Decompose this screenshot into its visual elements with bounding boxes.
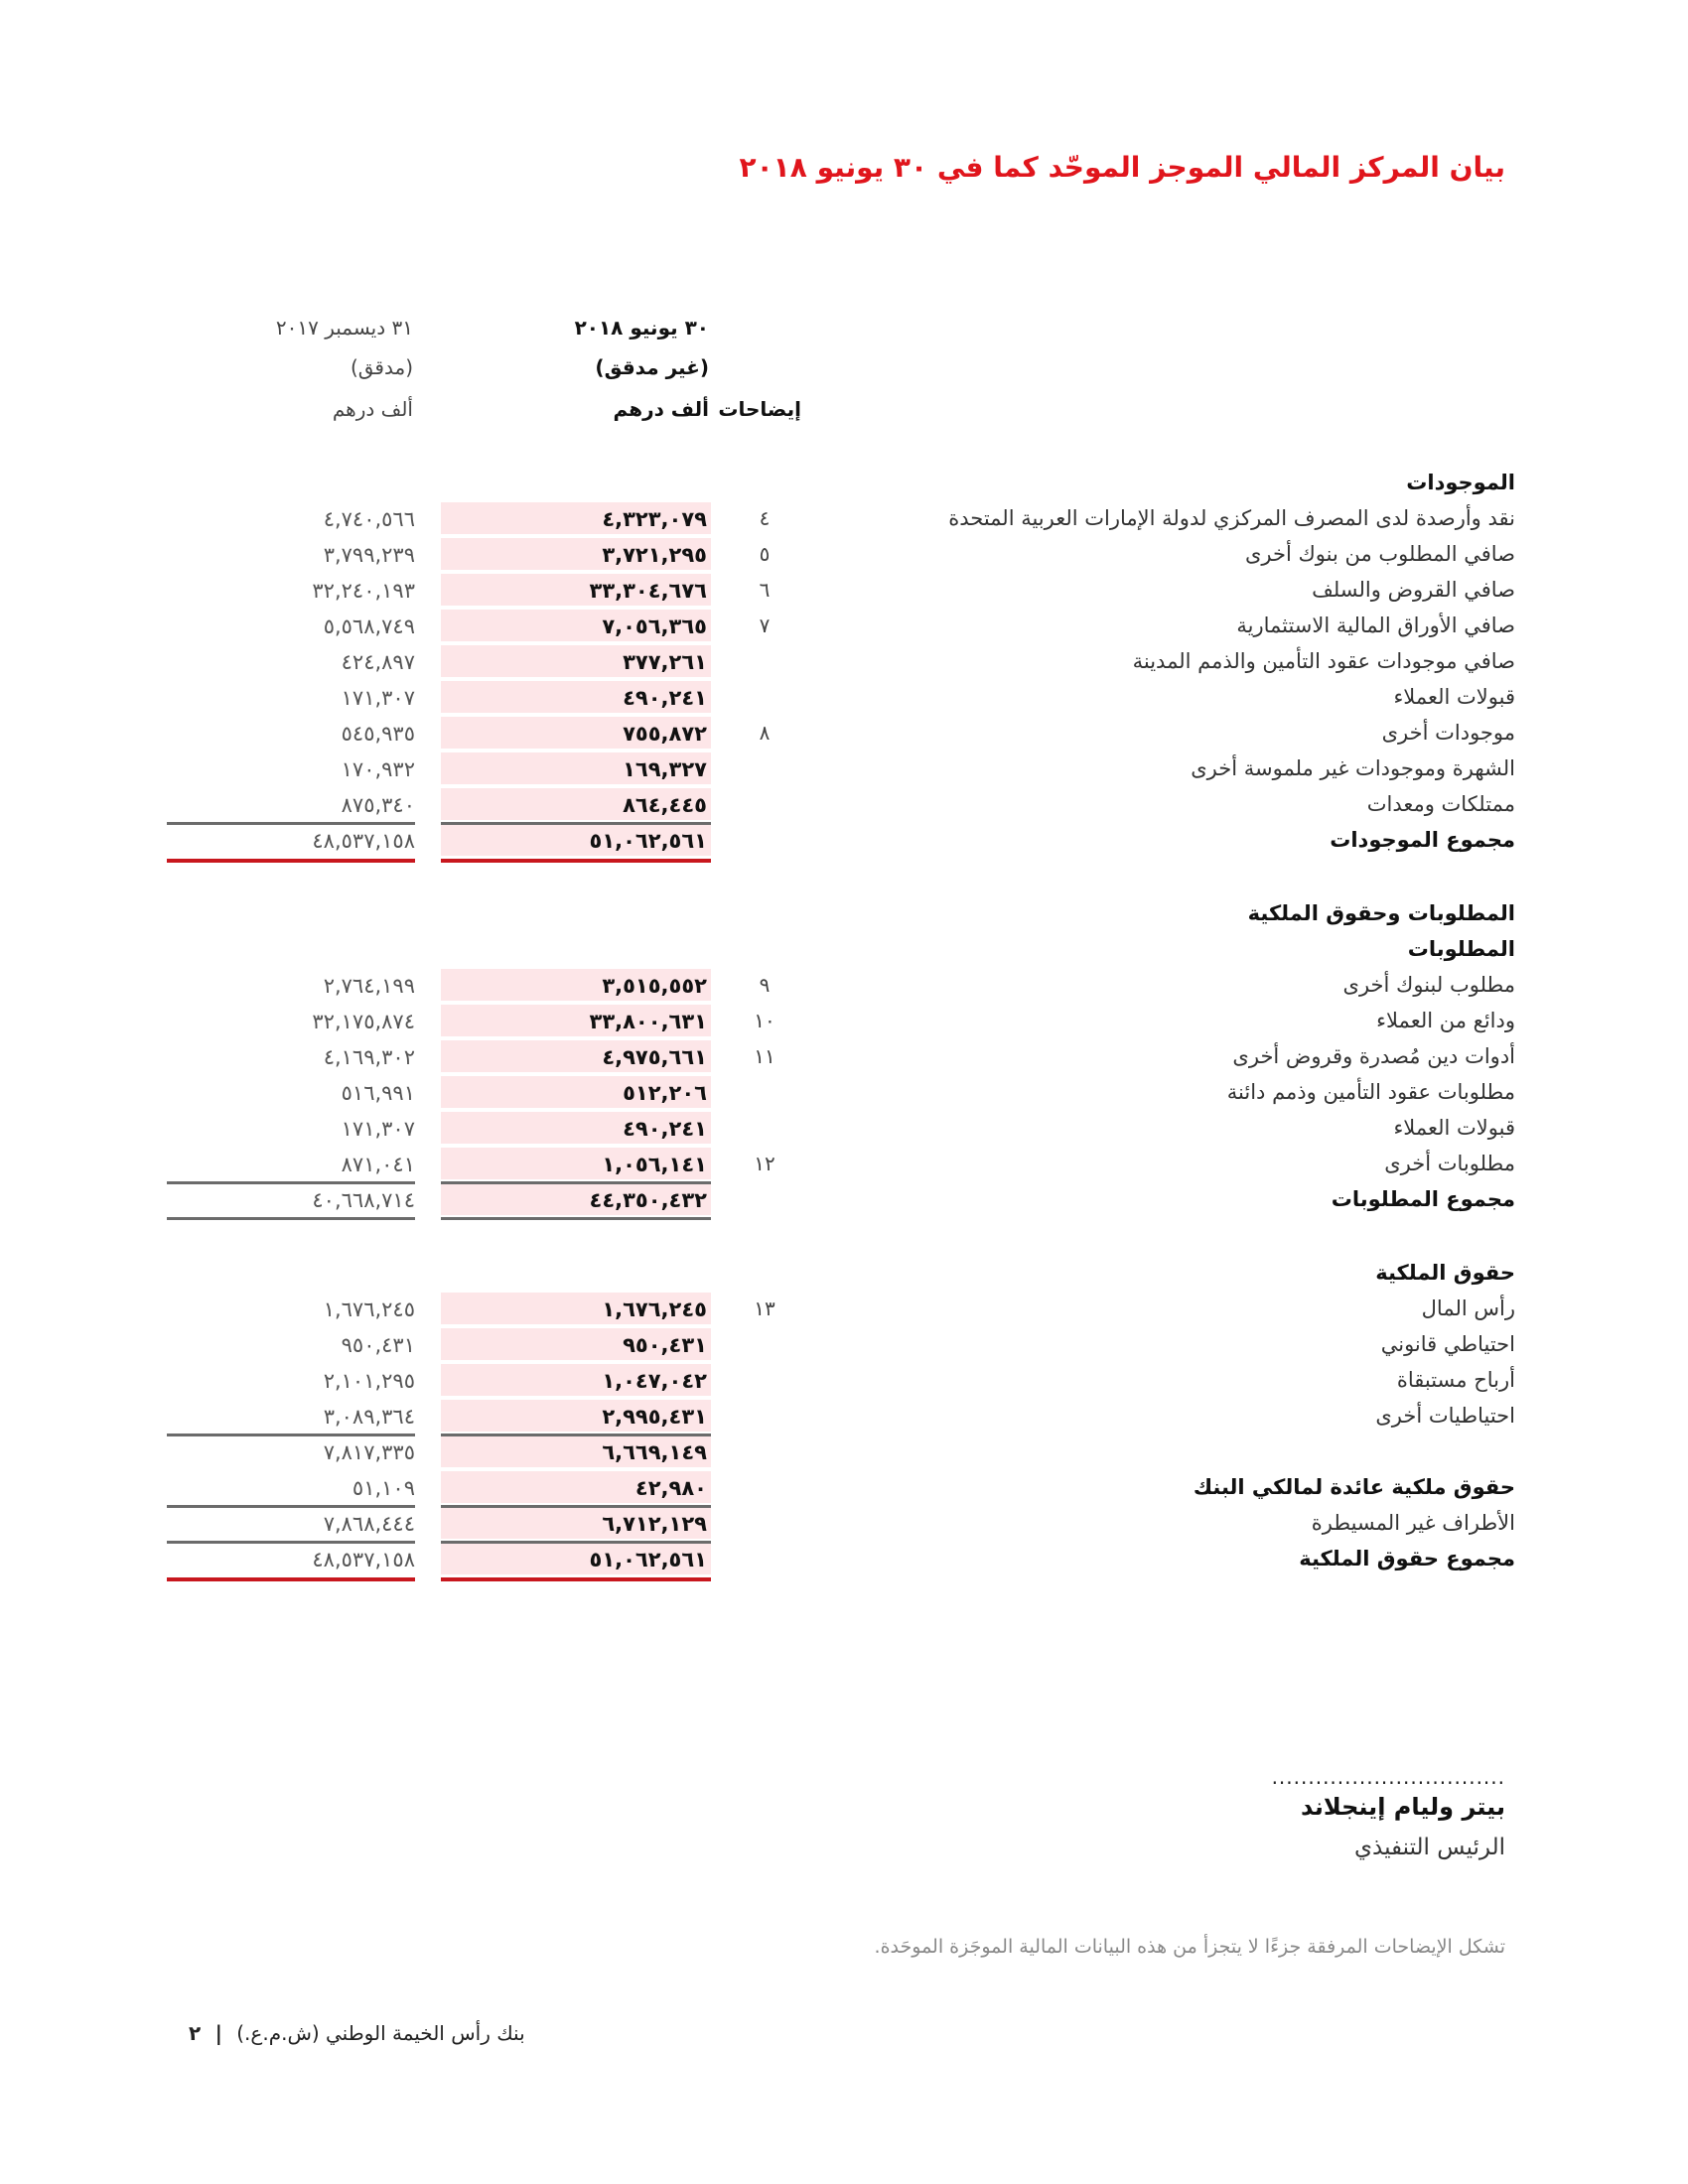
previous-value-cell: ١,٦٧٦,٢٤٥ [323,1297,415,1321]
current-value-cell: ٤٩٠,٢٤١ [441,1112,711,1144]
row-label: قبولات العملاء [1393,1116,1515,1140]
current-value-cell: ٩٥٠,٤٣١ [441,1328,711,1360]
current-value-cell: ٦,٧١٢,١٢٩ [441,1507,711,1539]
row-label: ممتلكات ومعدات [1366,792,1515,816]
row-label: مطلوبات عقود التأمين وذمم دائنة [1226,1080,1515,1104]
section-label: مجموع المطلوبات [1331,1187,1515,1211]
row-label: نقد وأرصدة لدى المصرف المركزي لدولة الإمارات العربية المتحدة [948,506,1515,530]
current-value-cell: ٥١,٠٦٢,٥٦١ [441,1543,711,1574]
previous-value-cell: ٤٢٤,٨٩٧ [341,650,415,674]
previous-value-cell: ١٧١,٣٠٧ [341,1117,415,1141]
row-label: أدوات دين مُصدرة وقروض أخرى [1232,1044,1515,1068]
note-ref: ١٣ [754,1297,775,1320]
page-title: بيان المركز المالي الموجز الموحّد كما في ٣٠ يونيو ٢٠١٨ [739,151,1505,184]
current-value-cell: ٧,٠٥٦,٣٦٥ [441,610,711,641]
previous-col-unit: ألف درهم [332,397,413,421]
total-double-rule [441,1577,711,1581]
previous-value-cell: ٣٢,٢٤٠,١٩٣ [312,579,415,603]
previous-value-cell: ٤٨,٥٣٧,١٥٨ [312,829,415,853]
current-value-cell: ٥١٢,٢٠٦ [441,1076,711,1108]
page-footer [189,2021,525,2045]
row-label: احتياطيات أخرى [1375,1404,1515,1428]
current-col-unit: ألف درهم [613,397,709,421]
current-value-cell: ٣,٧٢١,٢٩٥ [441,538,711,570]
current-value-cell: ١,٠٥٦,١٤١ [441,1148,711,1179]
note-ref: ١١ [754,1044,775,1068]
previous-value-cell: ٨٧٥,٣٤٠ [341,793,415,817]
note-ref: ٦ [759,578,771,602]
previous-value-cell: ٣,٧٩٩,٢٣٩ [323,543,415,567]
current-value-cell: ٨٦٤,٤٤٥ [441,788,711,820]
previous-col-date: ٣١ ديسمبر ٢٠١٧ [275,316,413,340]
row-label: رأس المال [1421,1297,1515,1320]
total-double-rule [167,859,415,863]
previous-value-cell: ٢,١٠١,٢٩٥ [323,1369,415,1393]
subtotal-rule [441,822,711,825]
previous-value-cell: ٥١,١٠٩ [352,1476,415,1500]
signatory-title: الرئيس التنفيذي [1354,1835,1505,1860]
current-value-cell: ٤,٩٧٥,٦٦١ [441,1040,711,1072]
previous-value-cell: ٧,٨١٧,٣٣٥ [323,1440,415,1464]
current-value-cell: ٢,٩٩٥,٤٣١ [441,1400,711,1432]
total-double-rule [167,1577,415,1581]
previous-value-cell: ٧,٨٦٨,٤٤٤ [323,1512,415,1536]
section-label: مجموع الموجودات [1330,828,1515,852]
current-value-cell: ١,٦٧٦,٢٤٥ [441,1293,711,1324]
subtotal-rule [167,1181,415,1184]
total-double-rule [441,859,711,863]
previous-col-status: (مدقق) [350,355,413,379]
subtotal-rule [441,1505,711,1508]
subtotal-rule [441,1541,711,1544]
previous-value-cell: ٥,٥٦٨,٧٤٩ [323,614,415,638]
note-ref: ٧ [759,614,771,637]
current-value-cell: ٣٧٧,٢٦١ [441,645,711,677]
current-value-cell: ٤٢,٩٨٠ [441,1471,711,1503]
row-label: مطلوب لبنوك أخرى [1342,973,1515,997]
row-label: قبولات العملاء [1393,685,1515,709]
notes-col-header: إيضاحات [718,397,801,421]
footer-bank-name: بنك رأس الخيمة الوطني (ش.م.ع.) [236,2021,525,2045]
previous-value-cell: ٤,١٦٩,٣٠٢ [323,1045,415,1069]
note-ref: ٤ [759,506,771,530]
note-ref: ١٠ [754,1009,775,1032]
row-label: صافي موجودات عقود التأمين والذمم المدينة [1132,649,1515,673]
row-label: مطلوبات أخرى [1384,1152,1515,1175]
current-value-cell: ٥١,٠٦٢,٥٦١ [441,824,711,856]
previous-value-cell: ٤٨,٥٣٧,١٥٨ [312,1548,415,1571]
subtotal-rule [441,1217,711,1220]
previous-value-cell: ٤٠,٦٦٨,٧١٤ [312,1188,415,1212]
section-label: المطلوبات وحقوق الملكية [1247,901,1515,925]
footnote: تشكل الإيضاحات المرفقة جزءًا لا يتجزأ من هذه البيانات المالية الموجَزة الموحَدة. [874,1936,1505,1958]
section-label: المطلوبات [1407,937,1515,961]
current-value-cell: ٣٣,٨٠٠,٦٣١ [441,1005,711,1036]
previous-value-cell: ٣٢,١٧٥,٨٧٤ [312,1010,415,1033]
note-ref: ١٢ [754,1152,775,1175]
row-label: الشهرة وموجودات غير ملموسة أخرى [1191,756,1515,780]
previous-value-cell: ٢,٧٦٤,١٩٩ [323,974,415,998]
footer-separator: | [214,2021,222,2045]
previous-value-cell: ٤,٧٤٠,٥٦٦ [323,507,415,531]
previous-value-cell: ٥١٦,٩٩١ [341,1081,415,1105]
current-value-cell: ١,٠٤٧,٠٤٢ [441,1364,711,1396]
current-value-cell: ٦,٦٦٩,١٤٩ [441,1435,711,1467]
signatory-name: بيتر وليام إينجلاند [1300,1793,1505,1821]
row-label: صافي القروض والسلف [1312,578,1515,602]
current-value-cell: ٤٤,٣٥٠,٤٣٢ [441,1183,711,1215]
subtotal-rule [441,1433,711,1436]
section-label: الموجودات [1406,471,1515,494]
current-value-cell: ١٦٩,٣٢٧ [441,752,711,784]
note-ref: ٨ [759,721,771,745]
current-value-cell: ٤,٣٢٣,٠٧٩ [441,502,711,534]
current-value-cell: ٣٣,٣٠٤,٦٧٦ [441,574,711,606]
section-label: مجموع حقوق الملكية [1299,1547,1515,1570]
row-label: صافي الأوراق المالية الاستثمارية [1236,614,1515,637]
subtotal-rule [441,1181,711,1184]
current-value-cell: ٣,٥١٥,٥٥٢ [441,969,711,1001]
previous-value-cell: ٥٤٥,٩٣٥ [341,722,415,746]
current-value-cell: ٤٩٠,٢٤١ [441,681,711,713]
signature-line: ................................ [1271,1765,1505,1789]
subtotal-rule [167,1433,415,1436]
row-label: الأطراف غير المسيطرة [1311,1511,1515,1535]
previous-value-cell: ٨٧١,٠٤١ [341,1153,415,1176]
previous-value-cell: ١٧١,٣٠٧ [341,686,415,710]
subtotal-rule [167,1541,415,1544]
current-value-cell: ٧٥٥,٨٧٢ [441,717,711,749]
subtotal-rule [167,1505,415,1508]
row-label: موجودات أخرى [1381,721,1515,745]
current-col-date: ٣٠ يونيو ٢٠١٨ [574,316,709,340]
subtotal-rule [167,822,415,825]
current-col-status: (غير مدقق) [595,355,709,379]
row-label: صافي المطلوب من بنوك أخرى [1244,542,1515,566]
subtotal-rule [167,1217,415,1220]
note-ref: ٩ [759,973,771,997]
row-label: ودائع من العملاء [1376,1009,1515,1032]
previous-value-cell: ٩٥٠,٤٣١ [341,1333,415,1357]
note-ref: ٥ [759,542,771,566]
section-label: حقوق الملكية [1375,1261,1515,1285]
row-label: أرباح مستبقاة [1396,1368,1515,1392]
page-number: ٢ [189,2021,202,2045]
previous-value-cell: ١٧٠,٩٣٢ [341,757,415,781]
section-label: حقوق ملكية عائدة لمالكي البنك [1193,1475,1515,1499]
previous-value-cell: ٣,٠٨٩,٣٦٤ [323,1405,415,1429]
row-label: احتياطي قانوني [1380,1332,1515,1356]
